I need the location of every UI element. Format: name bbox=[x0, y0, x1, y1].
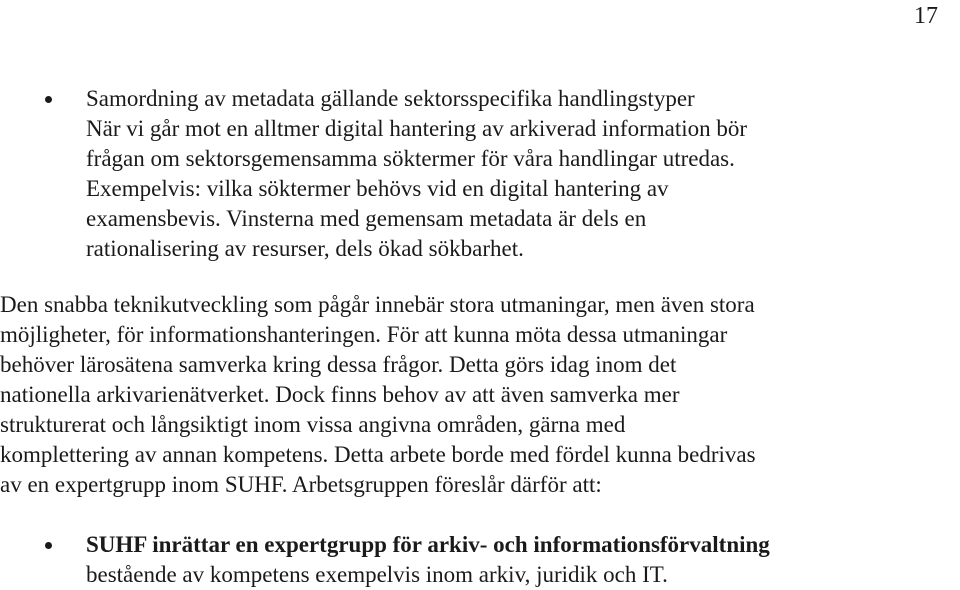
bullet-text-line: bestående av kompetens exempelvis inom arkiv, juridik och IT. bbox=[86, 562, 668, 587]
paragraph-line: nationella arkivarienätverket. Dock finns behov av att även samverka mer bbox=[0, 382, 680, 407]
bullet-heading: Samordning av metadata gällande sektorsspecifika handlingstyper bbox=[86, 86, 695, 111]
bullet-text-line: frågan om sektorsgemensamma söktermer för våra handlingar utredas. bbox=[86, 146, 735, 171]
bullet-bold-text: SUHF inrättar en expertgrupp för arkiv- och informationsförvaltning bbox=[86, 532, 770, 557]
body-paragraph bbox=[0, 290, 950, 500]
bullet-text-line: rationalisering av resurser, dels ökad sökbarhet. bbox=[86, 236, 524, 261]
page-number: 17 bbox=[914, 3, 938, 29]
paragraph-line: möjligheter, för informationshanteringen. För att kunna möta dessa utmaningar bbox=[0, 322, 728, 347]
bullet-icon bbox=[45, 96, 52, 103]
paragraph-line: strukturerat och långsiktigt inom vissa angivna områden, gärna med bbox=[0, 412, 626, 437]
bullet-text-line: examensbevis. Vinsterna med gemensam metadata är dels en bbox=[86, 206, 647, 231]
bullet-item-expertgroup bbox=[86, 530, 946, 590]
paragraph-line: behöver lärosätena samverka kring dessa frågor. Detta görs idag inom det bbox=[0, 352, 677, 377]
bullet-item-metadata bbox=[86, 84, 946, 264]
paragraph-line: komplettering av annan kompetens. Detta arbete borde med fördel kunna bedrivas bbox=[0, 442, 756, 467]
bullet-text-line: Exempelvis: vilka söktermer behövs vid en digital hantering av bbox=[86, 176, 669, 201]
bullet-text-line: När vi går mot en alltmer digital hantering av arkiverad information bör bbox=[86, 116, 748, 141]
paragraph-line: av en expertgrupp inom SUHF. Arbetsgruppen föreslår därför att: bbox=[0, 472, 602, 497]
bullet-icon bbox=[45, 542, 52, 549]
paragraph-line: Den snabba teknikutveckling som pågår innebär stora utmaningar, men även stora bbox=[0, 292, 755, 317]
